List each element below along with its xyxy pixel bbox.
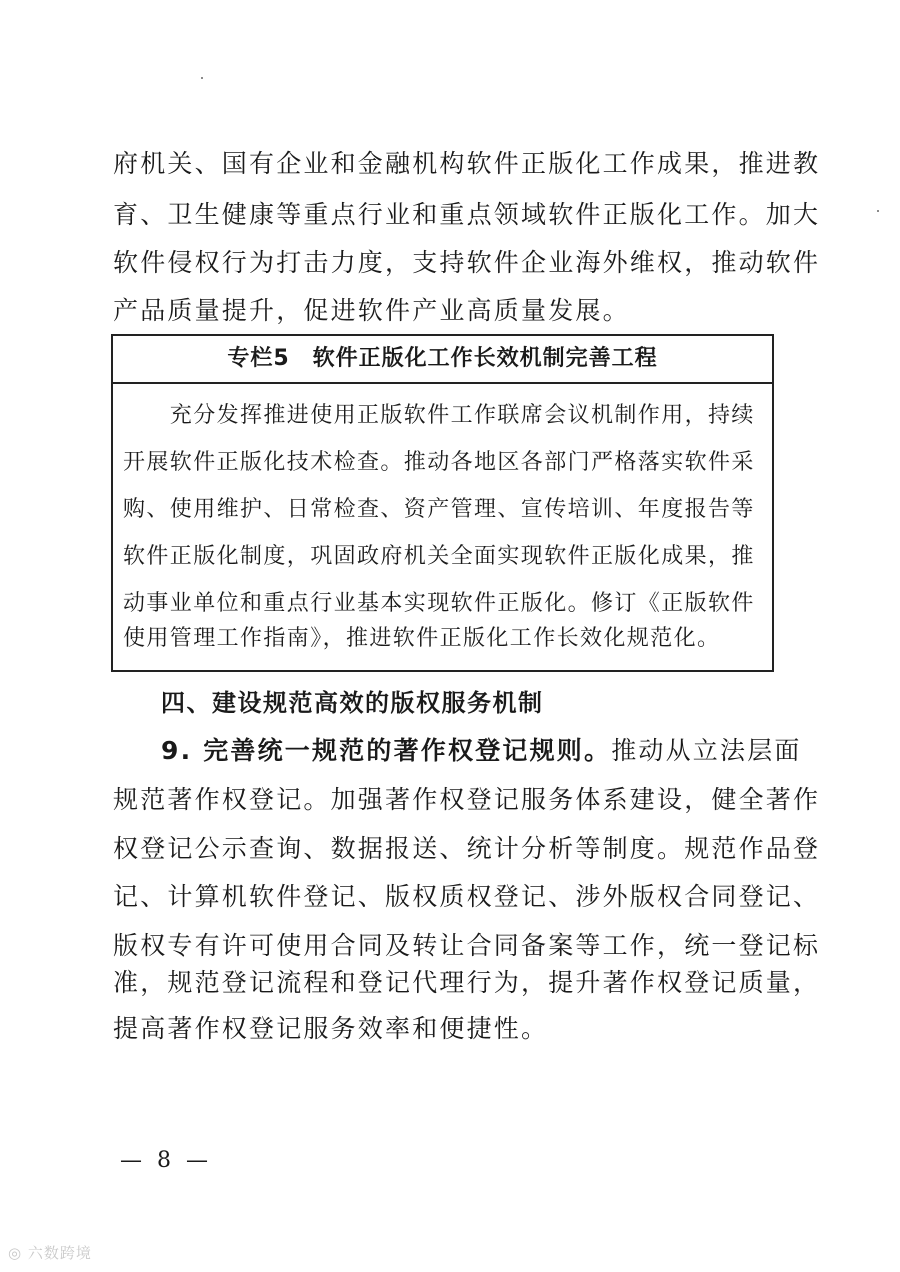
column-box-line: 充分发挥推进使用正版软件工作联席会议机制作用，持续 (123, 403, 755, 428)
column-box (111, 334, 774, 672)
column-box-line: 软件正版化制度，巩固政府机关全面实现软件正版化成果，推 (123, 544, 755, 569)
column-box-line: 动事业单位和重点行业基本实现软件正版化。修订《正版软件 (123, 591, 755, 616)
item-first-line (161, 736, 802, 766)
item-first-line-rest: 推动从立法层面 (611, 736, 802, 765)
section-heading: 四、建设规范高效的版权服务机制 (161, 689, 544, 717)
watermark-text: 六数跨境 (27, 1244, 92, 1262)
column-box-line: 开展软件正版化技术检查。推动各地区各部门严格落实软件采 (123, 450, 755, 475)
paragraph-line: 版权专有许可使用合同及转让合同备案等工作，统一登记标 (113, 931, 821, 960)
watermark-logo-icon: ◎ (8, 1244, 28, 1262)
scan-speck (877, 210, 879, 212)
scan-speck (201, 77, 203, 79)
paragraph-line: 府机关、国有企业和金融机构软件正版化工作成果，推进教 (113, 149, 821, 178)
page-number: — 8 — (120, 1148, 212, 1173)
paragraph-line: 权登记公示查询、数据报送、统计分析等制度。规范作品登 (113, 834, 821, 863)
column-box-line: 购、使用维护、日常检查、资产管理、宣传培训、年度报告等 (123, 497, 755, 522)
paragraph-line: 育、卫生健康等重点行业和重点领域软件正版化工作。加大 (113, 200, 821, 229)
paragraph-line: 提高著作权登记服务效率和便捷性。 (113, 1014, 549, 1043)
column-box-title: 专栏5 软件正版化工作长效机制完善工程 (113, 336, 772, 384)
column-box-line: 使用管理工作指南》，推进软件正版化工作长效化规范化。 (123, 626, 721, 651)
paragraph-line: 产品质量提升，促进软件产业高质量发展。 (113, 296, 630, 325)
item-lead: 9. 完善统一规范的著作权登记规则。 (161, 736, 612, 765)
paragraph-line: 软件侵权行为打击力度，支持软件企业海外维权，推动软件 (113, 248, 821, 277)
paragraph-line: 记、计算机软件登记、版权质权登记、涉外版权合同登记、 (113, 882, 821, 911)
paragraph-line: 规范著作权登记。加强著作权登记服务体系建设，健全著作 (113, 785, 821, 814)
watermark (8, 1242, 92, 1263)
paragraph-line: 准，规范登记流程和登记代理行为，提升著作权登记质量， (113, 968, 821, 997)
